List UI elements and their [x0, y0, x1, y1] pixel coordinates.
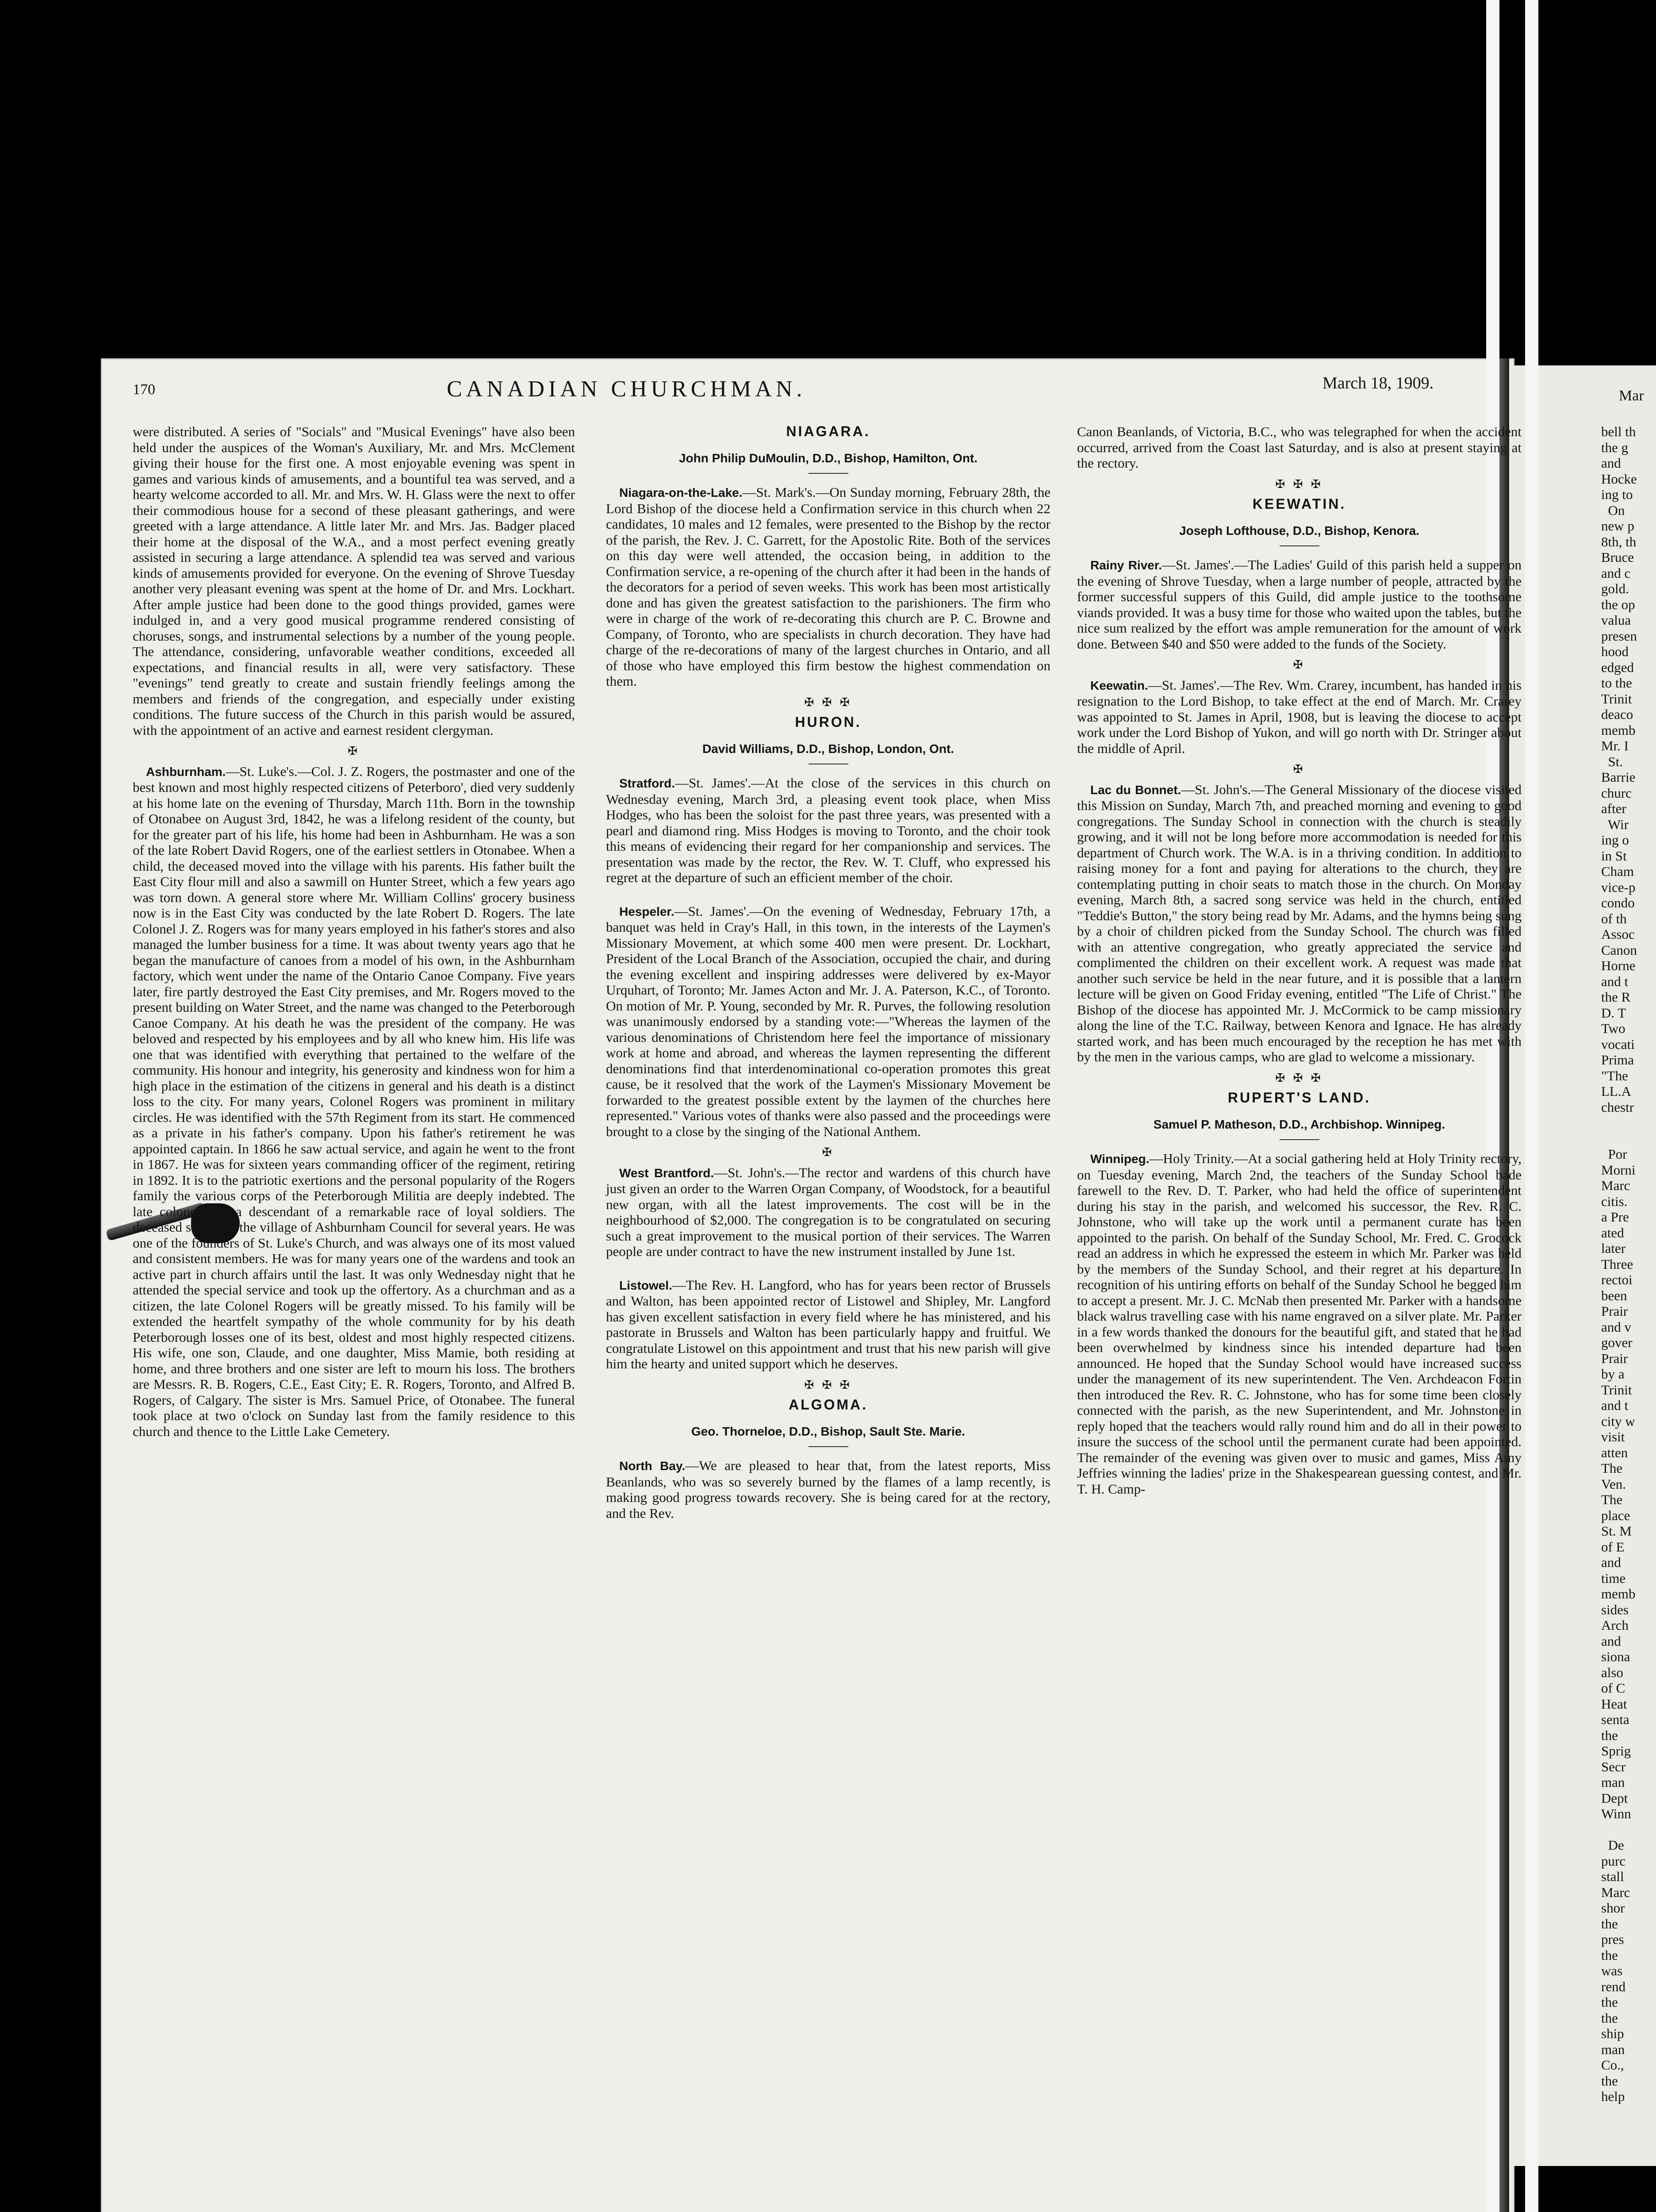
article-body: —St. John's.—The General Missionary of the diocese visited this Mission on Sunday, March 7th, and preached morning and evening to good congregations. The Sunday School in connection with the church is steadily growing, and it will not be long before more accommodation is needed for this department of Church work. The W.A. is in a thriving condition. In addition to raising money for a font and paying for alterations to the church, they are contemplating putting in choir seats to match those in the church. On Monday evening, March 8th, a sacred song service was held in the church, entitled "Teddie's Button," the story being read by Mr. Adams, and the hymns being sung by a choir of children picked from the Sunday School. The church was filled with an attentive congregation, who greatly appreciated the service and complimented the children on their excellent work. A request was made that another such service be held in the near future, and it is possible that a lantern lecture will be given on Good Friday evening, entitled "The Life of Christ." The Bishop of the diocese has appointed Mr. J. McCormick to be camp missionary along the line of the T.C. Railway, between Kenora and Ignace. He has already started work, and has been much encouraged by the reception he has met with by the men in the various camps, who are glad to welcome a missionary.	[1077, 781, 1522, 1064]
cross-ornament: ✠	[822, 1146, 835, 1159]
article-winnipeg	[1077, 1151, 1522, 1497]
divider-rule	[809, 473, 848, 474]
next-page-header: Mar	[1619, 388, 1644, 404]
column-3	[1077, 424, 1522, 1497]
article-north-bay	[606, 1458, 1050, 1521]
bishop-line: David Williams, D.D., Bishop, London, Ont.	[702, 741, 954, 756]
cross-ornament-triple: ✠ ✠ ✠	[1275, 477, 1323, 491]
article-body: —St. James'.—On the evening of Wednesday, February 17th, a banquet was held in Cray's Hall, in this town, in the interests of the Laymen's Missionary Movement, at which some 400 men were present. Dr. Lockhart, President of the Local Branch of the Association, occupied the chair, and during the evening excellent and inspiring addresses were delivered by ex-Mayor Urquhart, of Toronto; Mr. James Acton and Mr. J. A. Paterson, K.C., of Toronto. On motion of Mr. P. Young, seconded by Mr. R. Purves, the following resolution was unanimously endorsed by a standing vote:—"Whereas the laymen of the various denominations of Christendom here feel the importance of missionary work at home and abroad, and whereas the laymen representing the different denominations find that interdenominational co-operation promotes this great cause, be it resolved that the work of the Laymen's Missionary Movement be forwarded to the greatest possible extent by the laymen of the churches here represented." Various votes of thanks were also passed and the proceedings were brought to a close by the singing of the National Anthem.	[606, 903, 1050, 1139]
place-name: Lac du Bonnet.	[1090, 783, 1181, 797]
article-listowel	[606, 1277, 1050, 1372]
page-number: 170	[133, 381, 155, 398]
article-body: —St. James'.—The Rev. Wm. Crarey, incumbent, has handed in his resignation to the Lord Bishop, to take effect at the end of March. Mr. Crarey was appointed to St. James in April, 1908, but is leaving the diocese to accept work under the Lord Bishop of Yukon, and will go north with Dr. Stringer about the middle of April.	[1077, 677, 1522, 756]
article-body: —Holy Trinity.—At a social gathering held at Holy Trinity rectory, on Tuesday evening, March 2nd, the teachers of the Sunday School bade farewell to the Rev. D. T. Parker, who had held the office of superintendent during his stay in the parish, and welcomed his successor, the Rev. R. C. Johnstone, who will take up the work until a permanent curate has been appointed to the parish. On behalf of the Sunday School, Mr. Fred. C. Grocock read an address in which he expressed the esteem in which Mr. Parker was held by the members of the Sunday School, and their regret at his departure. In recognition of his untiring efforts on behalf of the Sunday School he begged him to accept a present. Mr. J. C. McNab then presented Mr. Parker with a handsome black walrus travelling case with his name engraved on a silver plate. Mr. Parker in a few words thanked the donours for the beautiful gift, and stated that he had been overwhelmed by kindness since his intended departure had been announced. He hoped that the Sunday School would have increased success under the management of its new superintendent. The Ven. Archdeacon Fortin then introduced the Rev. R. C. Johnstone, who has for some time been closely connected with the parish, as the new Superintendent, and Mr. Johnstone in reply hoped that the teachers would rally round him and do all in their power to insure the success of the school until the permanent curate had been appointed. The remainder of the evening was given over to music and games, Miss Amy Jeffries winning the ladies' prize in the Shakespearean guessing contest, and Mr. T. H. Camp-	[1077, 1151, 1522, 1497]
place-name: Stratford.	[619, 776, 675, 790]
place-name: West Brantford.	[619, 1166, 714, 1180]
bishop-line: John Philip DuMoulin, D.D., Bishop, Hamilton, Ont.	[678, 451, 978, 465]
article-continuation: Canon Beanlands, of Victoria, B.C., who was telegraphed for when the accident occurred, arrived from the Coast last Saturday, and is also at present staying at the rectory.	[1077, 424, 1522, 471]
cross-ornament: ✠	[1293, 763, 1306, 776]
article-stratford	[606, 775, 1050, 886]
place-name: Ashburnham.	[146, 764, 226, 779]
divider-rule	[1280, 1139, 1319, 1140]
bishop-line: Samuel P. Matheson, D.D., Archbishop. Winnipeg.	[1153, 1117, 1445, 1131]
diocese-heading-keewatin: KEEWATIN.	[1252, 496, 1346, 512]
article-lac-du-bonnet	[1077, 782, 1522, 1065]
place-name: Listowel.	[619, 1278, 672, 1292]
article-body: —St. Luke's.—Col. J. Z. Rogers, the postmaster and one of the best known and most highly respected citizens of Peterboro', died very suddenly at his home late on the evening of Thursday, March 11th. Born in the township of Otonabee on August 3rd, 1842, he was a lifelong resident of the county, but for the greater part of his life, his home had been in Ashburnham. He was a son of the late Robert David Rogers, one of the earliest settlers in Otonabee. When a child, the deceased moved into the village with his parents. His father built the East City flour mill and also a sawmill on Hunter Street, which a few years ago was torn down. A general store where Mr. William Collins' grocery business now is in the East City was conducted by the late Robert D. Rogers. The late Colonel J. Z. Rogers was for many years employed in his father's stores and also managed the lumber business for a time. It was about twenty years ago that he began the manufacture of canoes from a model of his own, in the Ashburnham factory, which went under the name of the Ontario Canoe Company. Five years later, fire partly destroyed the East City premises, and Mr. Rogers moved to the present building on Water Street, and the name was changed to the Peterborough Canoe Company. At his death he was the president of the company. He was beloved and respected by his employees and by all who knew him. His life was one that was identified with everything that pertained to the welfare of the community. His honour and integrity, his generosity and kindness won for him a high place in the estimation of the citizens in general and his death is a distinct loss to the city. For many years, Colonel Rogers was prominent in military circles. He was identified with the 57th Regiment from its start. He commenced as a private in his father's company. Upon his father's retirement he was appointed captain. In 1866 he saw actual service, and again he went to the front in 1867. He was for sixteen years commanding officer of the regiment, retiring in 1892. It is to the patriotic exertions and the personal popularity of the Rogers family the various corps of the Peterborough Militia are deeply indebted. The late colonel was a descendant of a remarkable race of loyal soldiers. The deceased served in the village of Ashburnham Council for several years. He was one of the founders of St. Luke's Church, and was always one of its most valued and consistent members. He was for many years one of the wardens and took an active part in church affairs until the last. It was only Wednesday night that he attended the special service and took up the offertory. As a churchman and as a citizen, the late Colonel Rogers will be greatly missed. To his family will be extended the heartfelt sympathy of the whole community for by his death Peterborough losses one of its best, oldest and most highly respected citizens. His wife, one son, Claude, and one daughter, Miss Mamie, both residing at home, and three brothers and one sister are left to mourn his loss. The brothers are Messrs. R. B. Rogers, C.E., East City; E. R. Rogers, Toronto, and Alfred B. Rogers, of Calgary. The sister is Mrs. Samuel Price, of Otonabee. The funeral took place at two o'clock on Sunday last from the family residence to this church and thence to the Little Lake Cemetery.	[133, 763, 575, 1439]
divider-rule	[1280, 545, 1319, 546]
diocese-heading-algoma: ALGOMA.	[788, 1397, 868, 1413]
cross-ornament: ✠	[348, 745, 360, 757]
cross-ornament-triple: ✠ ✠ ✠	[804, 695, 852, 709]
place-name: Hespeler.	[619, 904, 675, 918]
cross-ornament-triple: ✠ ✠ ✠	[804, 1378, 852, 1391]
article-niagara-on-the-lake	[606, 484, 1050, 689]
diocese-heading-ruperts-land: RUPERT'S LAND.	[1227, 1090, 1371, 1106]
diocese-heading-niagara: NIAGARA.	[786, 423, 870, 439]
article-ashburnham	[133, 764, 575, 1440]
place-name: Winnipeg.	[1090, 1152, 1150, 1166]
bishop-line: Geo. Thorneloe, D.D., Bishop, Sault Ste. Marie.	[691, 1424, 966, 1438]
article-west-brantford	[606, 1165, 1050, 1260]
cross-ornament-triple: ✠ ✠ ✠	[1275, 1071, 1323, 1084]
column-1	[133, 424, 575, 1439]
article-rainy-river	[1077, 557, 1522, 652]
masthead: CANADIAN CHURCHMAN.	[447, 376, 806, 402]
place-name: Keewatin.	[1090, 678, 1148, 692]
article-keewatin	[1077, 677, 1522, 757]
diocese-heading-huron: HURON.	[795, 714, 862, 730]
binding-bar-right	[1525, 0, 1538, 2212]
article-body: —St. James'.—The Ladies' Guild of this parish held a supper on the evening of Shrove Tuesday, when a large number of people, attracted by the former successful suppers of this Guild, did ample justice to the toothsome viands provided. It was a busy time for those who waited upon the tables, but the nice sum realized by the effort was ample remuneration for the amount of work done. Between $40 and $50 were added to the funds of the Society.	[1077, 557, 1522, 652]
place-name: Rainy River.	[1090, 558, 1162, 572]
column-2	[606, 424, 1050, 1521]
article-hespeler	[606, 903, 1050, 1140]
article-body: —We are pleased to hear that, from the latest reports, Miss Beanlands, who was so severely burned by the flames of a lamp recently, is making good progress towards recovery. She is being cared for at the rectory, and the Rev.	[606, 1458, 1050, 1521]
article-body: —St. James'.—At the close of the services in this church on Wednesday evening, March 3rd, a pleasing event took place, when Miss Hodges, who has been the soloist for the past three years, was presented with a pearl and diamond ring. Miss Hodges is moving to Toronto, and the choir took this means of evidencing their regard for her companionship and services. The presentation was made by the rector, the Rev. W. T. Cluff, who expressed his regret at the departure of such an efficient member of the choir.	[606, 775, 1050, 885]
article-body: —The Rev. H. Langford, who has for years been rector of Brussels and Walton, has been appointed rector of Listowel and Shipley, Mr. Langford has given excellent satisfaction in every field where he has ministered, and his pastorate in Brussels and Walton has been particularly happy and fruitful. We congratulate Listowel on this appointment and trust that his new parish will give him the hearty and united support which he deserves.	[606, 1277, 1050, 1371]
article-body: —St. John's.—The rector and wardens of this church have just given an order to the Warren Organ Company, of Woodstock, for a beautiful new organ, with all the latest improvements. The cost will be in the neighbourhood of $2,000. The congregation is to be congratulated on securing such a great improvement to the musical portion of their services. The Warren people are under contract to have the new instrument installed by June 1st.	[606, 1164, 1050, 1259]
next-page-text-fragments: bell th the g and Hocke ing to On new p 8th, th Bruce and c gold. the op valua presen hood edged to the Trinit deaco memb Mr. I St. Barrie churc after Wir ing o in St Cham vice-p condo of th Assoc Canon Horne and t the R D. T Two vocati Prima "The LL.A chestr Por Morni Marc citis. a Pre ated later Three rectoi been Prair and v gover Prair by a Trinit and t city w visit atten The Ven. The place St. M of E and time memb sides Arch and siona also of C Heat senta the Sprig Secr man Dept Winn De purc stall Marc shor the pres the was rend the the ship man Co., the help	[1601, 424, 1637, 2104]
divider-rule	[809, 1446, 848, 1447]
article-body: —St. Mark's.—On Sunday morning, February 28th, the Lord Bishop of the diocese held a Confirmation service in this church when 22 candidates, 10 males and 12 females, were presented to the Bishop by the rector of the parish, the Rev. J. C. Garrett, for the Apostolic Rite. Both of the services on this day were well attended, the occasion being, in addition to the Confirmation service, a re-opening of the church after it had been in the hands of the decorators for a period of seven weeks. This work has been most artistically done and has given the greatest satisfaction to the parishioners. The firm who were in charge of the work of re-decorating this church are P. C. Browne and Company, of Toronto, who are specialists in church decoration. They have had charge of the re-decorations of many of the largest churches in Ontario, and all of those who have employed this firm bestow the highest commendation on them.	[606, 484, 1050, 689]
issue-date: March 18, 1909.	[1322, 374, 1434, 392]
cross-ornament: ✠	[1293, 658, 1306, 671]
bishop-line: Joseph Lofthouse, D.D., Bishop, Kenora.	[1179, 523, 1419, 538]
article-continuation: were distributed. A series of "Socials" and "Musical Evenings" have also been held under the auspices of the Woman's Auxiliary, Mr. and Mrs. McClement giving their house for the first one. A most enjoyable evening was spent in games and various kinds of amusements, and a bountiful tea was served, and a hearty welcome accorded to all. Mr. and Mrs. W. H. Glass were the next to offer their commodious house for a second of these pleasant gatherings, and were greeted with a large attendance. A little later Mr. and Mrs. Jas. Badger placed their home at the disposal of the W.A., and a most perfect evening greatly assisted in securing a large attendance. A splendid tea was served and various kinds of amusements provided for everyone. On the evening of Shrove Tuesday another very pleasant evening was spent at the home of Dr. and Mrs. Lockhart. After ample justice had been done to the good things provided, games were indulged in, and a very good musical programme rendered consisting of choruses, songs, and instrumental selections by a number of the young people. The attendance, considering, unfavorable weather conditions, exceeded all expectations, and financial results in all, were very satisfactory. These "evenings" tend greatly to create and sustain friendly feelings among the members and friends of the congregation, and especially under existing conditions. The future success of the Church in this parish would be assured, with the appointment of an active and earnest resident clergyman.	[133, 424, 575, 738]
place-name: Niagara-on-the-Lake.	[619, 486, 743, 499]
place-name: North Bay.	[619, 1459, 686, 1473]
